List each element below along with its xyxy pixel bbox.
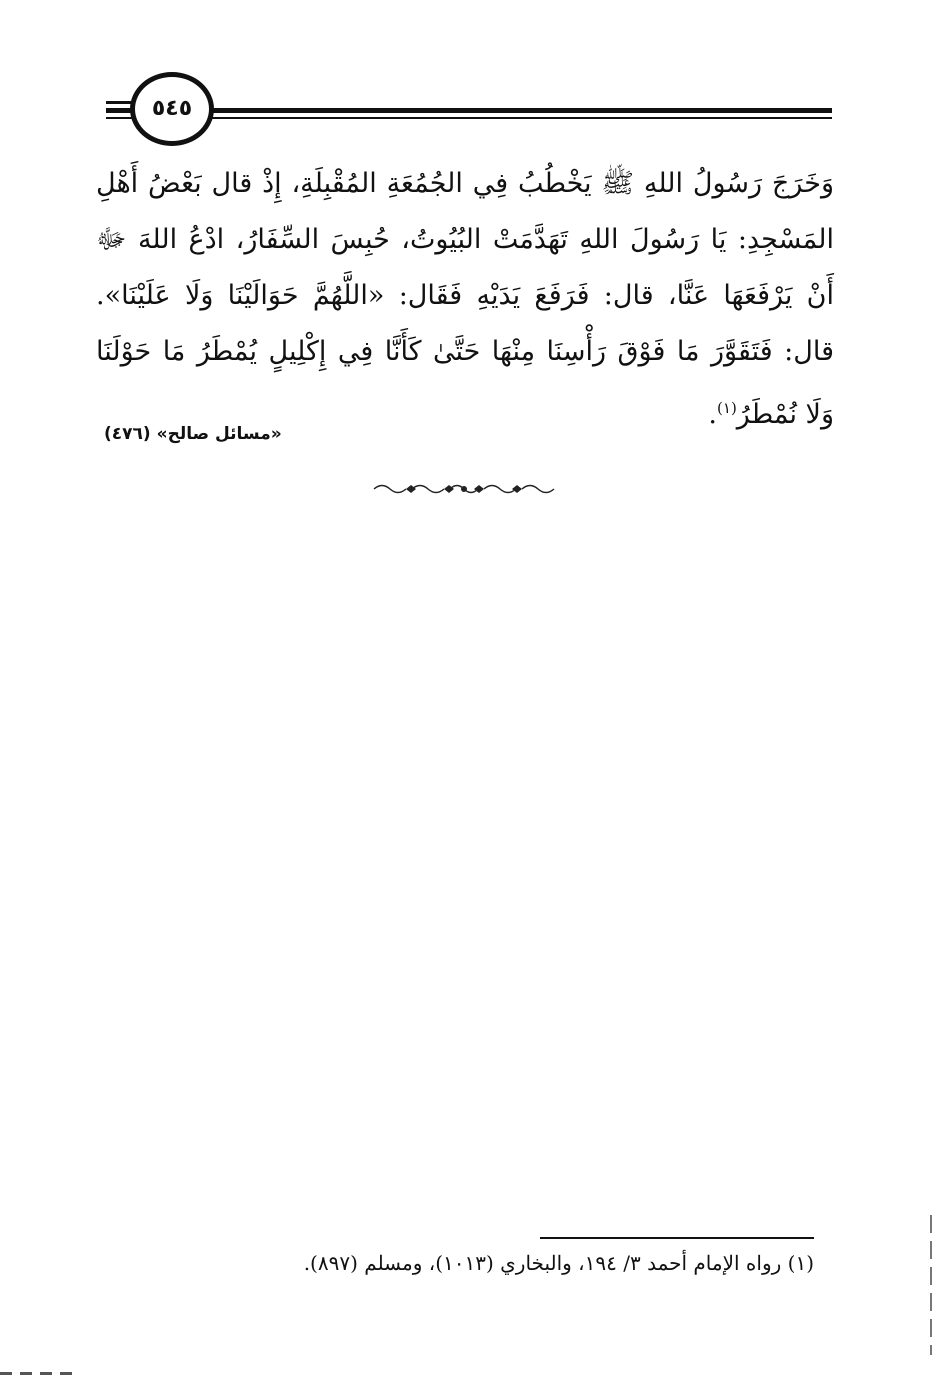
header-rule (200, 108, 832, 113)
body-paragraph (96, 156, 834, 443)
section-divider-ornament-icon (370, 480, 558, 498)
footnote-marker: (١) (717, 399, 737, 417)
page-number-badge (130, 72, 214, 146)
scan-edge-mark (0, 1372, 80, 1375)
header-rule-thin (200, 117, 832, 119)
footnote-separator (540, 1237, 814, 1239)
body-text: وَخَرَجَ رَسُولُ اللهِ ﷺ يَخْطُبُ فِي الجُمُعَةِ المُقْبِلَةِ، إِذْ قال بَعْضُ أَهْلِ المَسْجِدِ: يَا رَسُولَ اللهِ تَهَدَّمَتْ البُيُوتُ، حُبِسَ السِّفَارُ، ادْعُ اللهَ ﷻ أَنْ يَرْفَعَهَا عَنَّا، قال: فَرَفَعَ يَدَيْهِ فَقَال: «اللَّهُمَّ حَوَالَيْنَا وَلَا عَلَيْنَا». قال: فَتَقَوَّرَ مَا فَوْقَ رَأْسِنَا مِنْهَا حَتَّىٰ كَأَنَّا فِي إِكْلِيلٍ يُمْطَرُ مَا حَوْلَنَا وَلَا نُمْطَرُ (96, 168, 834, 430)
scan-edge-mark (930, 1215, 932, 1355)
footnote: (١) رواه الإمام أحمد ٣/ ١٩٤، والبخاري (١٠١٣)، ومسلم (٨٩٧). (303, 1251, 814, 1275)
source-citation: «مسائل صالح» (٤٧٦) (104, 424, 282, 444)
body-end-punct: . (708, 399, 718, 430)
page-header (0, 0, 937, 170)
page-number: ٥٤٥ (151, 96, 193, 121)
